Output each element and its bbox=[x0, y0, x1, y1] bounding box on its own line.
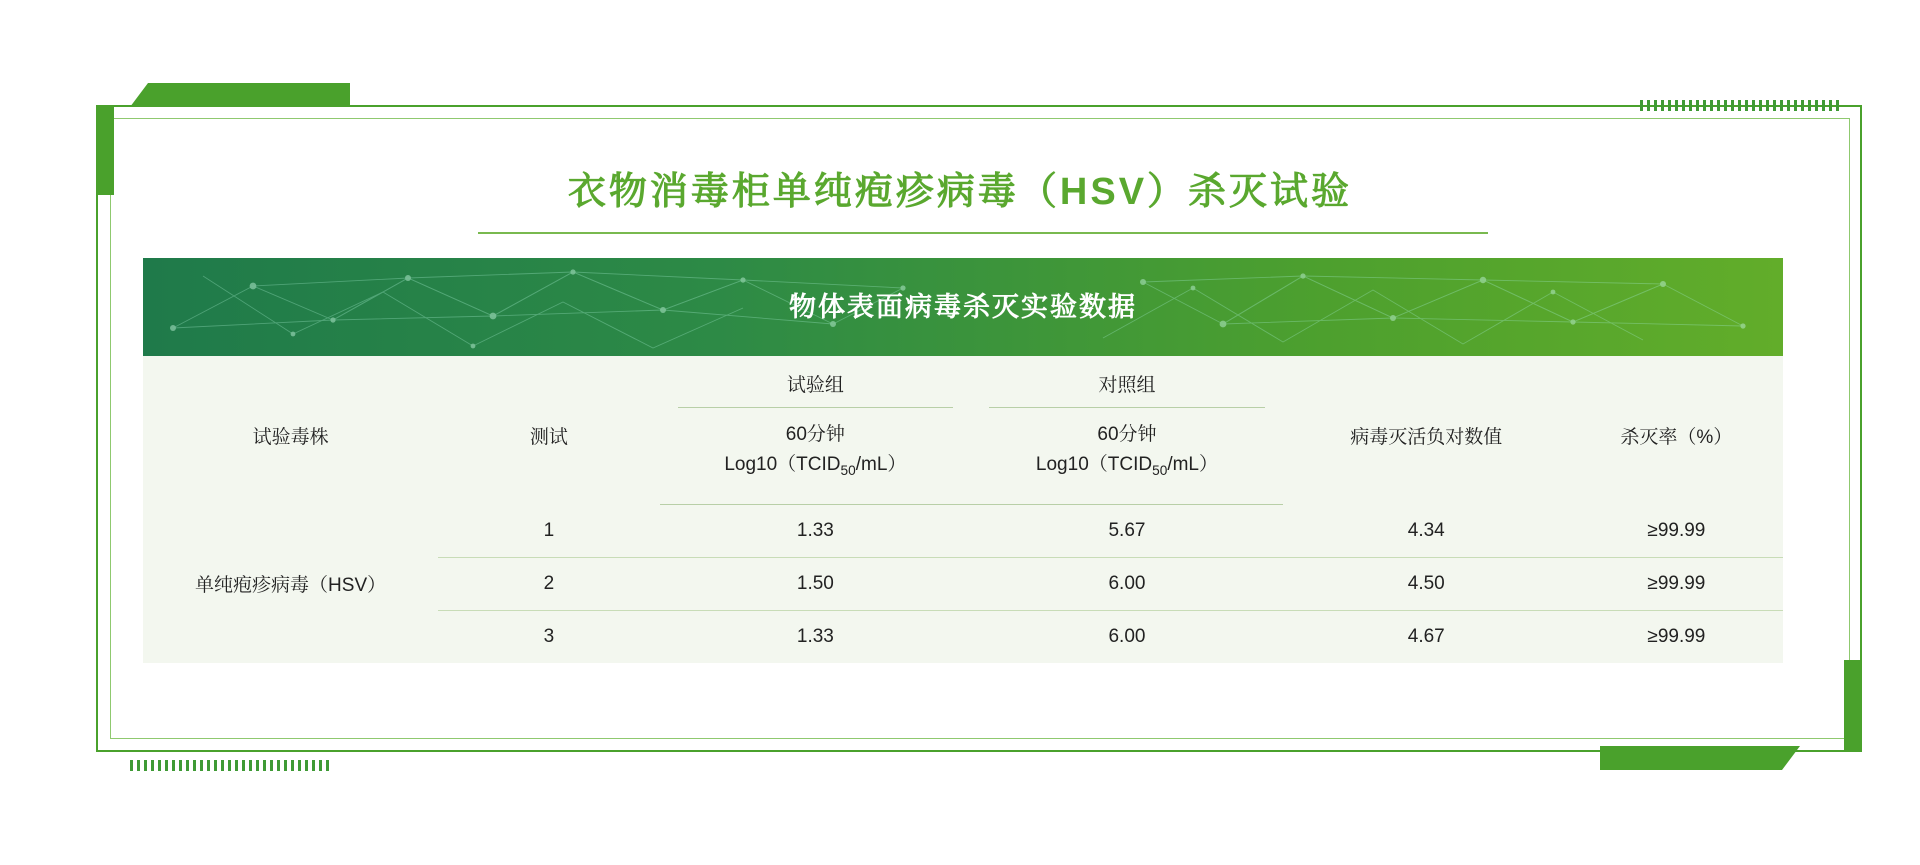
cell-test: 3 bbox=[543, 625, 555, 647]
header-group-control-label: 对照组 bbox=[1098, 375, 1156, 396]
table-banner bbox=[143, 258, 1783, 356]
cell-experiment: 1.33 bbox=[660, 504, 972, 557]
cell-experiment: 1.33 bbox=[796, 625, 834, 647]
cell-control: 5.67 bbox=[971, 504, 1283, 557]
header-experiment-unit-prefix: Log10（TCID bbox=[724, 454, 841, 475]
dashed-strip-top-right bbox=[1640, 100, 1840, 111]
banner-title: 物体表面病毒杀灭实验数据 bbox=[789, 292, 1137, 322]
cell-kill-rate: ≥99.99 bbox=[1570, 557, 1783, 610]
header-strain: 试验毒株 bbox=[252, 426, 329, 448]
header-experiment-unit bbox=[660, 412, 972, 504]
page-title: 衣物消毒柜单纯疱疹病毒（HSV）杀灭试验 bbox=[567, 171, 1353, 213]
cell-log-reduction: 4.67 bbox=[1407, 625, 1445, 647]
header-experiment-unit-line bbox=[660, 450, 972, 486]
header-kill-rate: 杀灭率（%） bbox=[1620, 426, 1733, 448]
cell-control: 6.00 bbox=[971, 557, 1283, 610]
header-group-control-underline bbox=[989, 407, 1265, 408]
corner-accent-right-bar bbox=[1844, 660, 1862, 752]
header-control-unit-prefix: Log10（TCID bbox=[1035, 454, 1153, 475]
table-row bbox=[143, 504, 1783, 557]
header-experiment-time: 60分钟 bbox=[785, 424, 845, 445]
header-group-control bbox=[971, 356, 1283, 412]
header-log-reduction: 病毒灭活负对数值 bbox=[1350, 426, 1503, 448]
corner-accent-bottom-right bbox=[1600, 746, 1800, 770]
header-control-unit-line bbox=[971, 450, 1283, 486]
cell-kill-rate: ≥99.99 bbox=[1570, 504, 1783, 557]
cell-control: 6.00 bbox=[1108, 625, 1146, 647]
header-group-experiment bbox=[660, 356, 972, 412]
cell-kill-rate: ≥99.99 bbox=[1647, 625, 1706, 647]
data-table-container bbox=[143, 258, 1783, 663]
header-group-experiment-underline bbox=[678, 407, 954, 408]
cell-experiment: 1.50 bbox=[660, 557, 972, 610]
virus-kill-data-table bbox=[143, 356, 1783, 663]
cell-test: 2 bbox=[438, 557, 659, 610]
header-control-unit-sub: 50 bbox=[1152, 462, 1168, 478]
header-experiment-unit-sub: 50 bbox=[840, 462, 856, 478]
header-experiment-unit-suffix: /mL） bbox=[855, 454, 907, 475]
cell-test: 1 bbox=[438, 504, 659, 557]
cell-strain-name: 单纯疱疹病毒（HSV） bbox=[195, 575, 387, 597]
header-test: 测试 bbox=[529, 426, 568, 448]
header-control-time: 60分钟 bbox=[1097, 424, 1157, 445]
corner-accent-top-left bbox=[130, 83, 350, 107]
table-header-row-groups bbox=[143, 356, 1783, 412]
dashed-strip-bottom-left bbox=[130, 760, 330, 771]
header-control-unit bbox=[971, 412, 1283, 504]
title-underline bbox=[478, 232, 1488, 234]
cell-log-reduction: 4.34 bbox=[1283, 504, 1570, 557]
cell-log-reduction: 4.50 bbox=[1283, 557, 1570, 610]
header-control-unit-suffix: /mL） bbox=[1167, 454, 1218, 475]
header-group-experiment-label: 试验组 bbox=[786, 375, 844, 396]
